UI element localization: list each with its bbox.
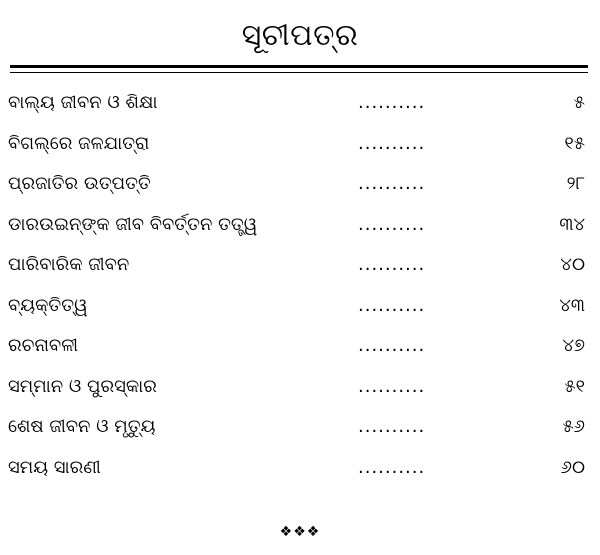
toc-entry-title: ପ୍ରଜାତିର ଉତ୍ପତ୍ତି bbox=[8, 173, 151, 194]
toc-entry[interactable] bbox=[0, 84, 600, 125]
toc-entry-leader: .......... bbox=[358, 132, 426, 154]
title-rule-thick bbox=[10, 65, 588, 68]
toc-entry-page: ୪୦ bbox=[560, 254, 585, 275]
toc-entry-title: ବ୍ୟକ୍ତିତ୍ୱ bbox=[8, 294, 88, 316]
toc-entry-page: ୫୧ bbox=[564, 375, 585, 397]
toc-entry[interactable] bbox=[0, 449, 600, 490]
toc-entry-title: ପାରିବାରିକ ଜୀବନ bbox=[8, 254, 130, 275]
toc-entry-title: ସମ୍ମାନ ଓ ପୁରସ୍କାର bbox=[8, 375, 157, 397]
toc-entry-leader: .......... bbox=[358, 416, 426, 437]
toc-entry-leader: .......... bbox=[358, 375, 426, 397]
toc-entry-title: ବାଲ୍ୟ ଜୀବନ ଓ ଶିକ୍ଷା bbox=[8, 92, 158, 113]
toc-entry-leader: .......... bbox=[358, 173, 426, 194]
toc-entry-page: ୨୮ bbox=[566, 173, 585, 194]
toc-entry-title: ବିଗଲ୍‌ରେ ଜଳଯାତ୍ରା bbox=[8, 132, 150, 154]
table-of-contents bbox=[0, 84, 600, 489]
toc-entry-page: ୪୭ bbox=[562, 335, 585, 356]
toc-entry-page: ୫ bbox=[573, 92, 585, 113]
toc-entry[interactable] bbox=[0, 125, 600, 166]
toc-entry[interactable] bbox=[0, 287, 600, 328]
toc-entry-leader: .......... bbox=[358, 213, 426, 235]
toc-entry-page: ୪୩ bbox=[559, 294, 585, 316]
toc-entry-leader: .......... bbox=[358, 456, 426, 478]
toc-entry[interactable] bbox=[0, 246, 600, 287]
toc-entry[interactable] bbox=[0, 327, 600, 368]
toc-entry[interactable] bbox=[0, 165, 600, 206]
toc-entry-page: ୧୫ bbox=[564, 132, 585, 154]
toc-entry-title: ସମୟ ସାରଣୀ bbox=[8, 456, 101, 478]
toc-entry-title: ରଚନାବଳୀ bbox=[8, 335, 79, 356]
toc-entry-leader: .......... bbox=[358, 294, 426, 316]
toc-entry-title: ଡାରଉଇନ୍‌ଙ୍କ ଜୀବ ବିବର୍ତ୍ତନ ତତ୍ତ୍ୱ bbox=[8, 213, 258, 235]
title-rule-thin bbox=[10, 72, 588, 73]
toc-entry-leader: .......... bbox=[358, 254, 426, 275]
toc-entry-leader: .......... bbox=[358, 92, 426, 113]
ornament-divider: ❖❖❖ bbox=[279, 524, 321, 540]
toc-entry[interactable] bbox=[0, 206, 600, 247]
toc-entry-page: ୫୬ bbox=[562, 416, 585, 437]
toc-entry-page: ୬୦ bbox=[560, 456, 585, 478]
toc-entry-title: ଶେଷ ଜୀବନ ଓ ମୃତ୍ୟୁ bbox=[8, 416, 156, 437]
toc-entry[interactable] bbox=[0, 368, 600, 409]
toc-entry-leader: .......... bbox=[358, 335, 426, 356]
toc-entry[interactable] bbox=[0, 408, 600, 449]
page-title: ସୂଚୀପତ୍ର bbox=[241, 18, 359, 53]
toc-entry-page: ୩୪ bbox=[559, 213, 585, 235]
